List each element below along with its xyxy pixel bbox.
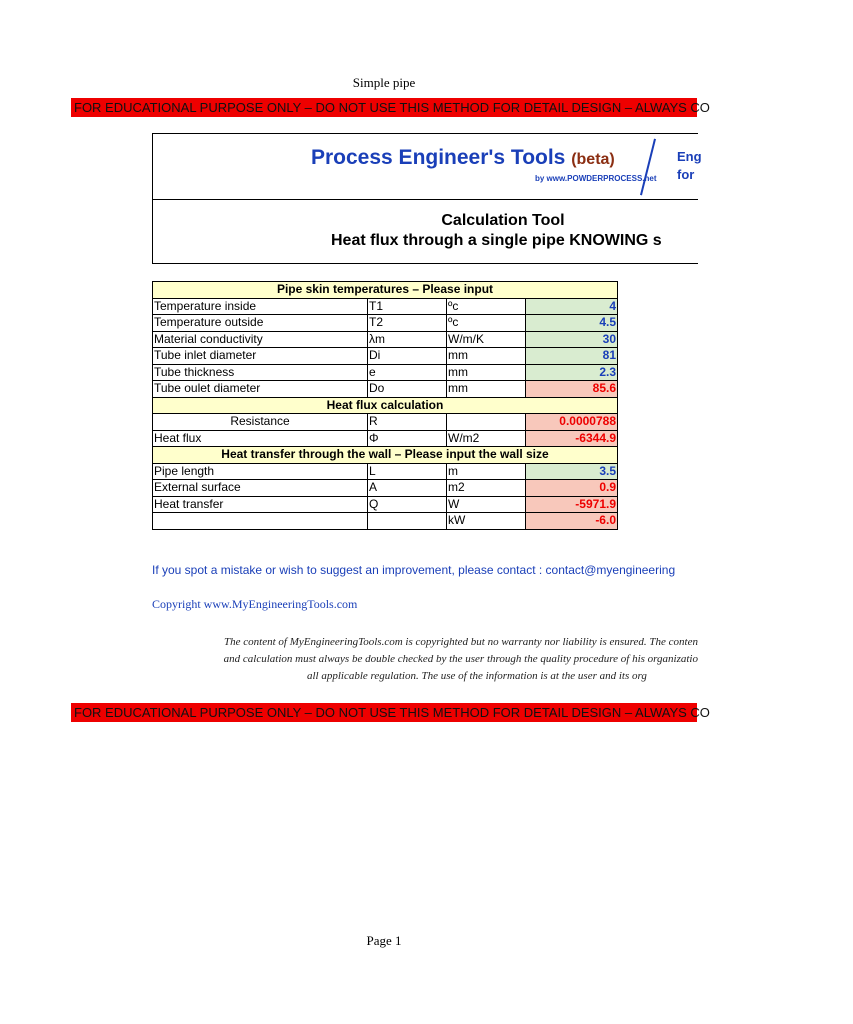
row-label (153, 513, 368, 530)
input-pipe-length[interactable]: 3.5 (526, 463, 618, 480)
copyright-link[interactable]: Copyright www.MyEngineeringTools.com (152, 597, 358, 611)
header-right-text (677, 148, 702, 184)
table-row (153, 331, 618, 348)
row-symbol: A (368, 480, 447, 497)
row-unit: kW (447, 513, 526, 530)
disclaimer (152, 634, 698, 686)
section-temperatures: Pipe skin temperatures – Please input (153, 282, 618, 299)
row-label: Resistance (153, 414, 368, 431)
warning-banner-bottom: FOR EDUCATIONAL PURPOSE ONLY – DO NOT USE THIS METHOD FOR DETAIL DESIGN – ALWAYS CO (71, 703, 697, 722)
output-resistance: 0.0000788 (526, 414, 618, 431)
warning-banner-top: FOR EDUCATIONAL PURPOSE ONLY – DO NOT USE THIS METHOD FOR DETAIL DESIGN – ALWAYS CO (71, 98, 697, 117)
table-row (153, 496, 618, 513)
row-symbol: Do (368, 381, 447, 398)
beta-label: (beta) (571, 151, 615, 168)
table-row (153, 298, 618, 315)
row-label: Tube oulet diameter (153, 381, 368, 398)
output-external-surface: 0.9 (526, 480, 618, 497)
row-label: Material conductivity (153, 331, 368, 348)
table-row (153, 364, 618, 381)
row-unit (447, 414, 526, 431)
row-unit: W/m2 (447, 430, 526, 447)
contact-link[interactable]: If you spot a mistake or wish to suggest an improvement, please contact : contact@myengineering (152, 563, 676, 577)
tool-name-text: Process Engineer's Tools (311, 146, 566, 169)
row-label: Tube inlet diameter (153, 348, 368, 365)
tool-name (311, 146, 615, 170)
row-label: Heat transfer (153, 496, 368, 513)
input-tube-inlet-diameter[interactable]: 81 (526, 348, 618, 365)
row-unit: mm (447, 348, 526, 365)
tool-header (152, 133, 702, 264)
row-label: Temperature inside (153, 298, 368, 315)
input-tube-thickness[interactable]: 2.3 (526, 364, 618, 381)
slash-graphic (640, 139, 656, 196)
output-heat-flux: -6344.9 (526, 430, 618, 447)
row-unit: mm (447, 364, 526, 381)
disclaimer-line-3: all applicable regulation. The use of the information is at the user and its org (307, 670, 647, 682)
page-number: Page 1 (366, 933, 402, 948)
disclaimer-line-2: and calculation must always be double checked by the user through the quality procedure of his organizatio (223, 653, 698, 665)
table-row (153, 430, 618, 447)
row-label: Pipe length (153, 463, 368, 480)
row-label: Tube thickness (153, 364, 368, 381)
row-unit: W (447, 496, 526, 513)
section-heat-transfer: Heat transfer through the wall – Please input the wall size (153, 447, 618, 464)
row-label: Temperature outside (153, 315, 368, 332)
table-row (153, 480, 618, 497)
input-material-conductivity[interactable]: 30 (526, 331, 618, 348)
right-line-1: Eng (677, 149, 702, 164)
right-line-2: for (677, 167, 695, 182)
row-unit: m (447, 463, 526, 480)
row-unit: mm (447, 381, 526, 398)
calc-subtitle: Heat flux through a single pipe KNOWING s (331, 232, 662, 249)
section-header-row (153, 397, 618, 414)
row-label: External surface (153, 480, 368, 497)
section-header-row (153, 447, 618, 464)
table-row (153, 414, 618, 431)
row-label: Heat flux (153, 430, 368, 447)
table-row (153, 315, 618, 332)
table-row (153, 348, 618, 365)
row-unit: ºc (447, 315, 526, 332)
section-header-row (153, 282, 618, 299)
row-symbol: λm (368, 331, 447, 348)
input-temperature-inside[interactable]: 4 (526, 298, 618, 315)
row-symbol: Q (368, 496, 447, 513)
row-unit: W/m/K (447, 331, 526, 348)
row-unit: ºc (447, 298, 526, 315)
input-temperature-outside[interactable]: 4.5 (526, 315, 618, 332)
table-row (153, 463, 618, 480)
row-symbol: L (368, 463, 447, 480)
output-tube-outlet-diameter: 85.6 (526, 381, 618, 398)
row-symbol: e (368, 364, 447, 381)
row-symbol: Φ (368, 430, 447, 447)
header-logo-area (153, 134, 702, 200)
row-symbol: T1 (368, 298, 447, 315)
section-heat-flux: Heat flux calculation (153, 397, 618, 414)
calculation-table (152, 281, 618, 530)
disclaimer-line-1: The content of MyEngineeringTools.com is copyrighted but no warranty nor liability is ensured. The conten (224, 636, 698, 648)
row-symbol (368, 513, 447, 530)
row-symbol: R (368, 414, 447, 431)
calc-title: Calculation Tool (441, 212, 565, 229)
table-row (153, 513, 618, 530)
page-title: Simple pipe (352, 75, 416, 90)
row-symbol: Di (368, 348, 447, 365)
row-unit: m2 (447, 480, 526, 497)
output-heat-transfer-kw: -6.0 (526, 513, 618, 530)
row-symbol: T2 (368, 315, 447, 332)
table-row (153, 381, 618, 398)
output-heat-transfer-w: -5971.9 (526, 496, 618, 513)
byline: by www.POWDERPROCESS.net (535, 174, 657, 183)
